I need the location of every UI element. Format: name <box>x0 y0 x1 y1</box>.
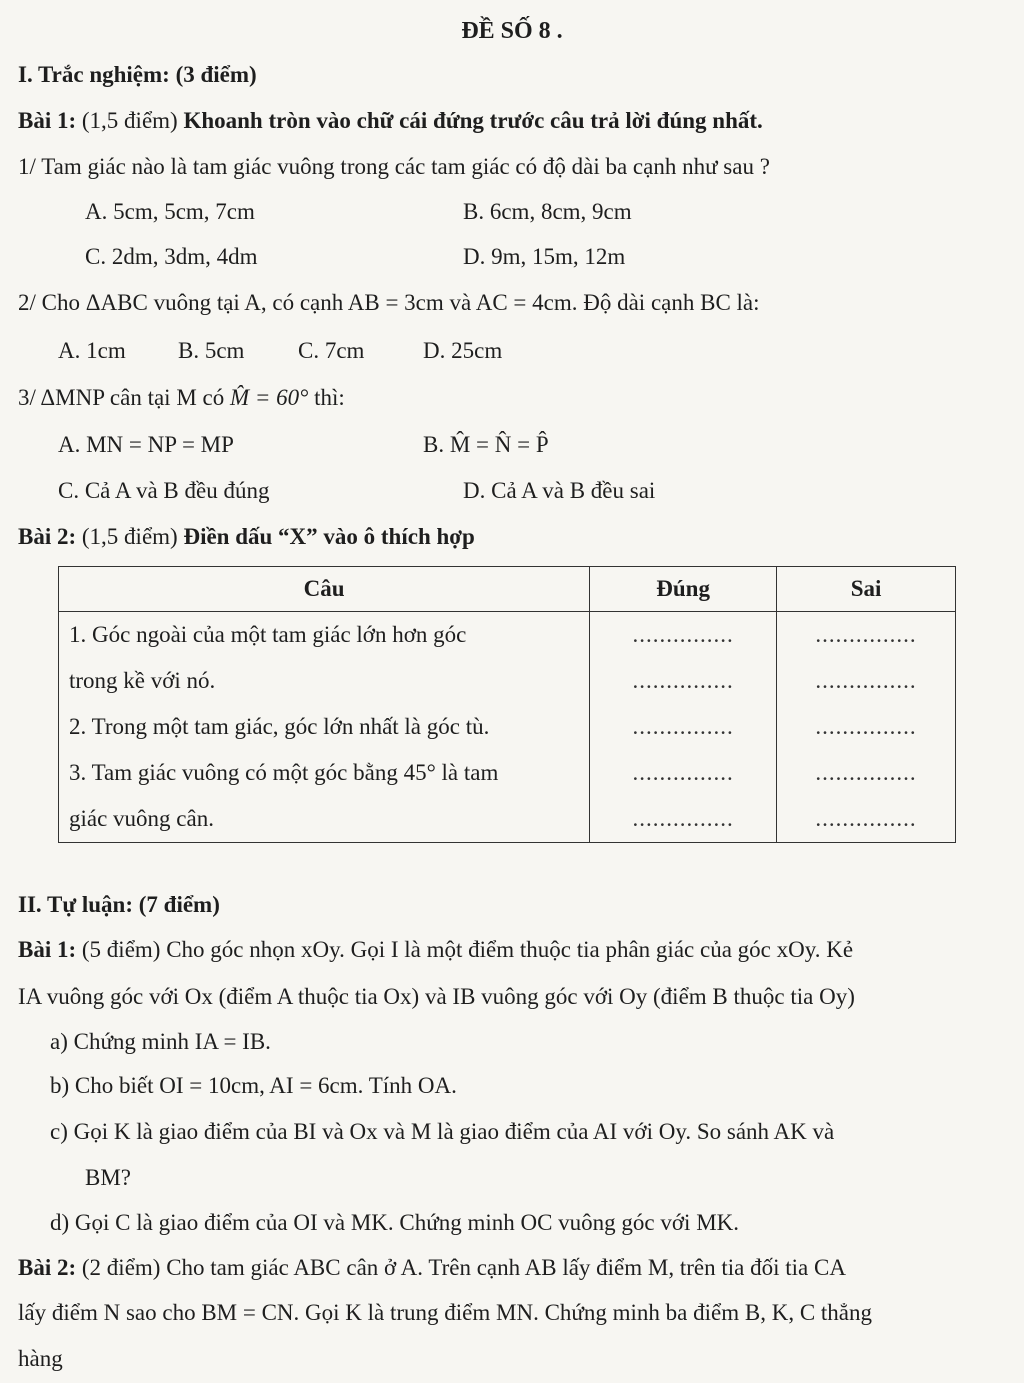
part2-bai2-label: Bài 2: <box>18 1255 77 1280</box>
table-row <box>59 612 956 843</box>
question-2-option-a: A. 1cm <box>58 338 126 363</box>
header-dung: Đúng <box>590 567 777 612</box>
dung-blank-3[interactable]: ............... <box>632 714 734 739</box>
question-1-option-c: C. 2dm, 3dm, 4dm <box>85 244 258 269</box>
part2-bai1-item-a: a) Chứng minh IA = IB. <box>50 1029 271 1054</box>
part2-bai1-text: (5 điểm) Cho góc nhọn xOy. Gọi I là một điểm thuộc tia phân giác của góc xOy. Kẻ <box>81 937 854 962</box>
part2-bai1-line-2: IA vuông góc với Ox (điểm A thuộc tia Ox) và IB vuông góc với Oy (điểm B thuộc tia Oy) <box>18 984 855 1009</box>
header-cau: Câu <box>59 567 590 612</box>
sai-blank-4[interactable]: ............... <box>815 760 917 785</box>
question-3-option-a: A. MN = NP = MP <box>58 432 234 457</box>
statement-3-line-2: giác vuông cân. <box>69 806 214 831</box>
statement-1-line-2: trong kề với nó. <box>69 668 216 693</box>
question-1-prompt: 1/ Tam giác nào là tam giác vuông trong các tam giác có độ dài ba cạnh như sau ? <box>18 154 770 179</box>
part1-heading: I. Trắc nghiệm: (3 điểm) <box>18 62 257 87</box>
bai1-instruction: Khoanh tròn vào chữ cái đứng trước câu trả lời đúng nhất. <box>183 108 763 133</box>
bai2-instruction: Điền dấu “X” vào ô thích hợp <box>183 524 475 549</box>
part1-bai2-header <box>18 522 475 552</box>
question-3-option-b: B. M̂ = N̂ = P̂ <box>423 432 549 457</box>
dung-blank-1[interactable]: ............... <box>632 622 734 647</box>
dung-blank-4[interactable]: ............... <box>632 760 734 785</box>
part2-bai1-label: Bài 1: <box>18 937 77 962</box>
part2-bai1-line-1 <box>18 935 853 965</box>
statement-1-line-1: 1. Góc ngoài của một tam giác lớn hơn góc <box>69 622 467 647</box>
bai1-points: (1,5 điểm) <box>81 108 178 133</box>
statement-cell <box>59 612 590 843</box>
part2-bai1-item-d: d) Gọi C là giao điểm của OI và MK. Chứng minh OC vuông góc với MK. <box>50 1210 740 1235</box>
bai1-label: Bài 1: <box>18 108 77 133</box>
sai-blank-5[interactable]: ............... <box>815 806 917 831</box>
question-3-option-c: C. Cả A và B đều đúng <box>58 478 270 503</box>
header-sai: Sai <box>777 567 956 612</box>
part1-bai1-header <box>18 106 763 136</box>
question-3-prompt-post: thì: <box>314 385 345 410</box>
part2-bai1-item-b: b) Cho biết OI = 10cm, AI = 6cm. Tính OA. <box>50 1073 457 1098</box>
part2-bai2-line-3: hàng <box>18 1346 63 1371</box>
question-2-prompt: 2/ Cho ΔABC vuông tại A, có cạnh AB = 3cm và AC = 4cm. Độ dài cạnh BC là: <box>18 290 760 315</box>
part2-bai1-item-c-cont: BM? <box>85 1165 131 1190</box>
sai-blank-1[interactable]: ............... <box>815 622 917 647</box>
statement-2: 2. Trong một tam giác, góc lớn nhất là góc tù. <box>69 714 490 739</box>
question-1-option-a: A. 5cm, 5cm, 7cm <box>85 199 255 224</box>
question-1-option-d: D. 9m, 15m, 12m <box>463 244 626 269</box>
part2-bai2-text: (2 điểm) Cho tam giác ABC cân ở A. Trên cạnh AB lấy điểm M, trên tia đối tia CA <box>81 1255 846 1280</box>
true-false-table <box>58 566 956 843</box>
dung-blank-2[interactable]: ............... <box>632 668 734 693</box>
question-3-prompt-pre: 3/ ΔMNP cân tại M có <box>18 385 225 410</box>
sai-blank-2[interactable]: ............... <box>815 668 917 693</box>
statement-3-line-1: 3. Tam giác vuông có một góc bằng 45° là tam <box>69 760 499 785</box>
sai-column[interactable] <box>777 612 956 843</box>
part2-heading: II. Tự luận: (7 điểm) <box>18 892 220 917</box>
question-2-option-c: C. 7cm <box>298 338 365 363</box>
dung-column[interactable] <box>590 612 777 843</box>
dung-blank-5[interactable]: ............... <box>632 806 734 831</box>
page-title: ĐỀ SỐ 8 . <box>461 18 563 44</box>
table-header-row <box>59 567 956 612</box>
part2-bai2-line-1 <box>18 1253 846 1283</box>
part2-bai1-item-c: c) Gọi K là giao điểm của BI và Ox và M là giao điểm của AI với Oy. So sánh AK và <box>50 1119 835 1144</box>
question-3-prompt <box>18 383 345 413</box>
bai2-points: (1,5 điểm) <box>81 524 178 549</box>
bai2-label: Bài 2: <box>18 524 77 549</box>
question-2-option-b: B. 5cm <box>178 338 245 363</box>
question-1-option-b: B. 6cm, 8cm, 9cm <box>463 199 632 224</box>
sai-blank-3[interactable]: ............... <box>815 714 917 739</box>
question-3-prompt-math: M̂ = 60° <box>229 385 309 410</box>
question-3-option-d: D. Cả A và B đều sai <box>463 478 656 503</box>
part2-bai2-line-2: lấy điểm N sao cho BM = CN. Gọi K là trung điểm MN. Chứng minh ba điểm B, K, C thẳng <box>18 1300 873 1325</box>
question-2-option-d: D. 25cm <box>423 338 503 363</box>
